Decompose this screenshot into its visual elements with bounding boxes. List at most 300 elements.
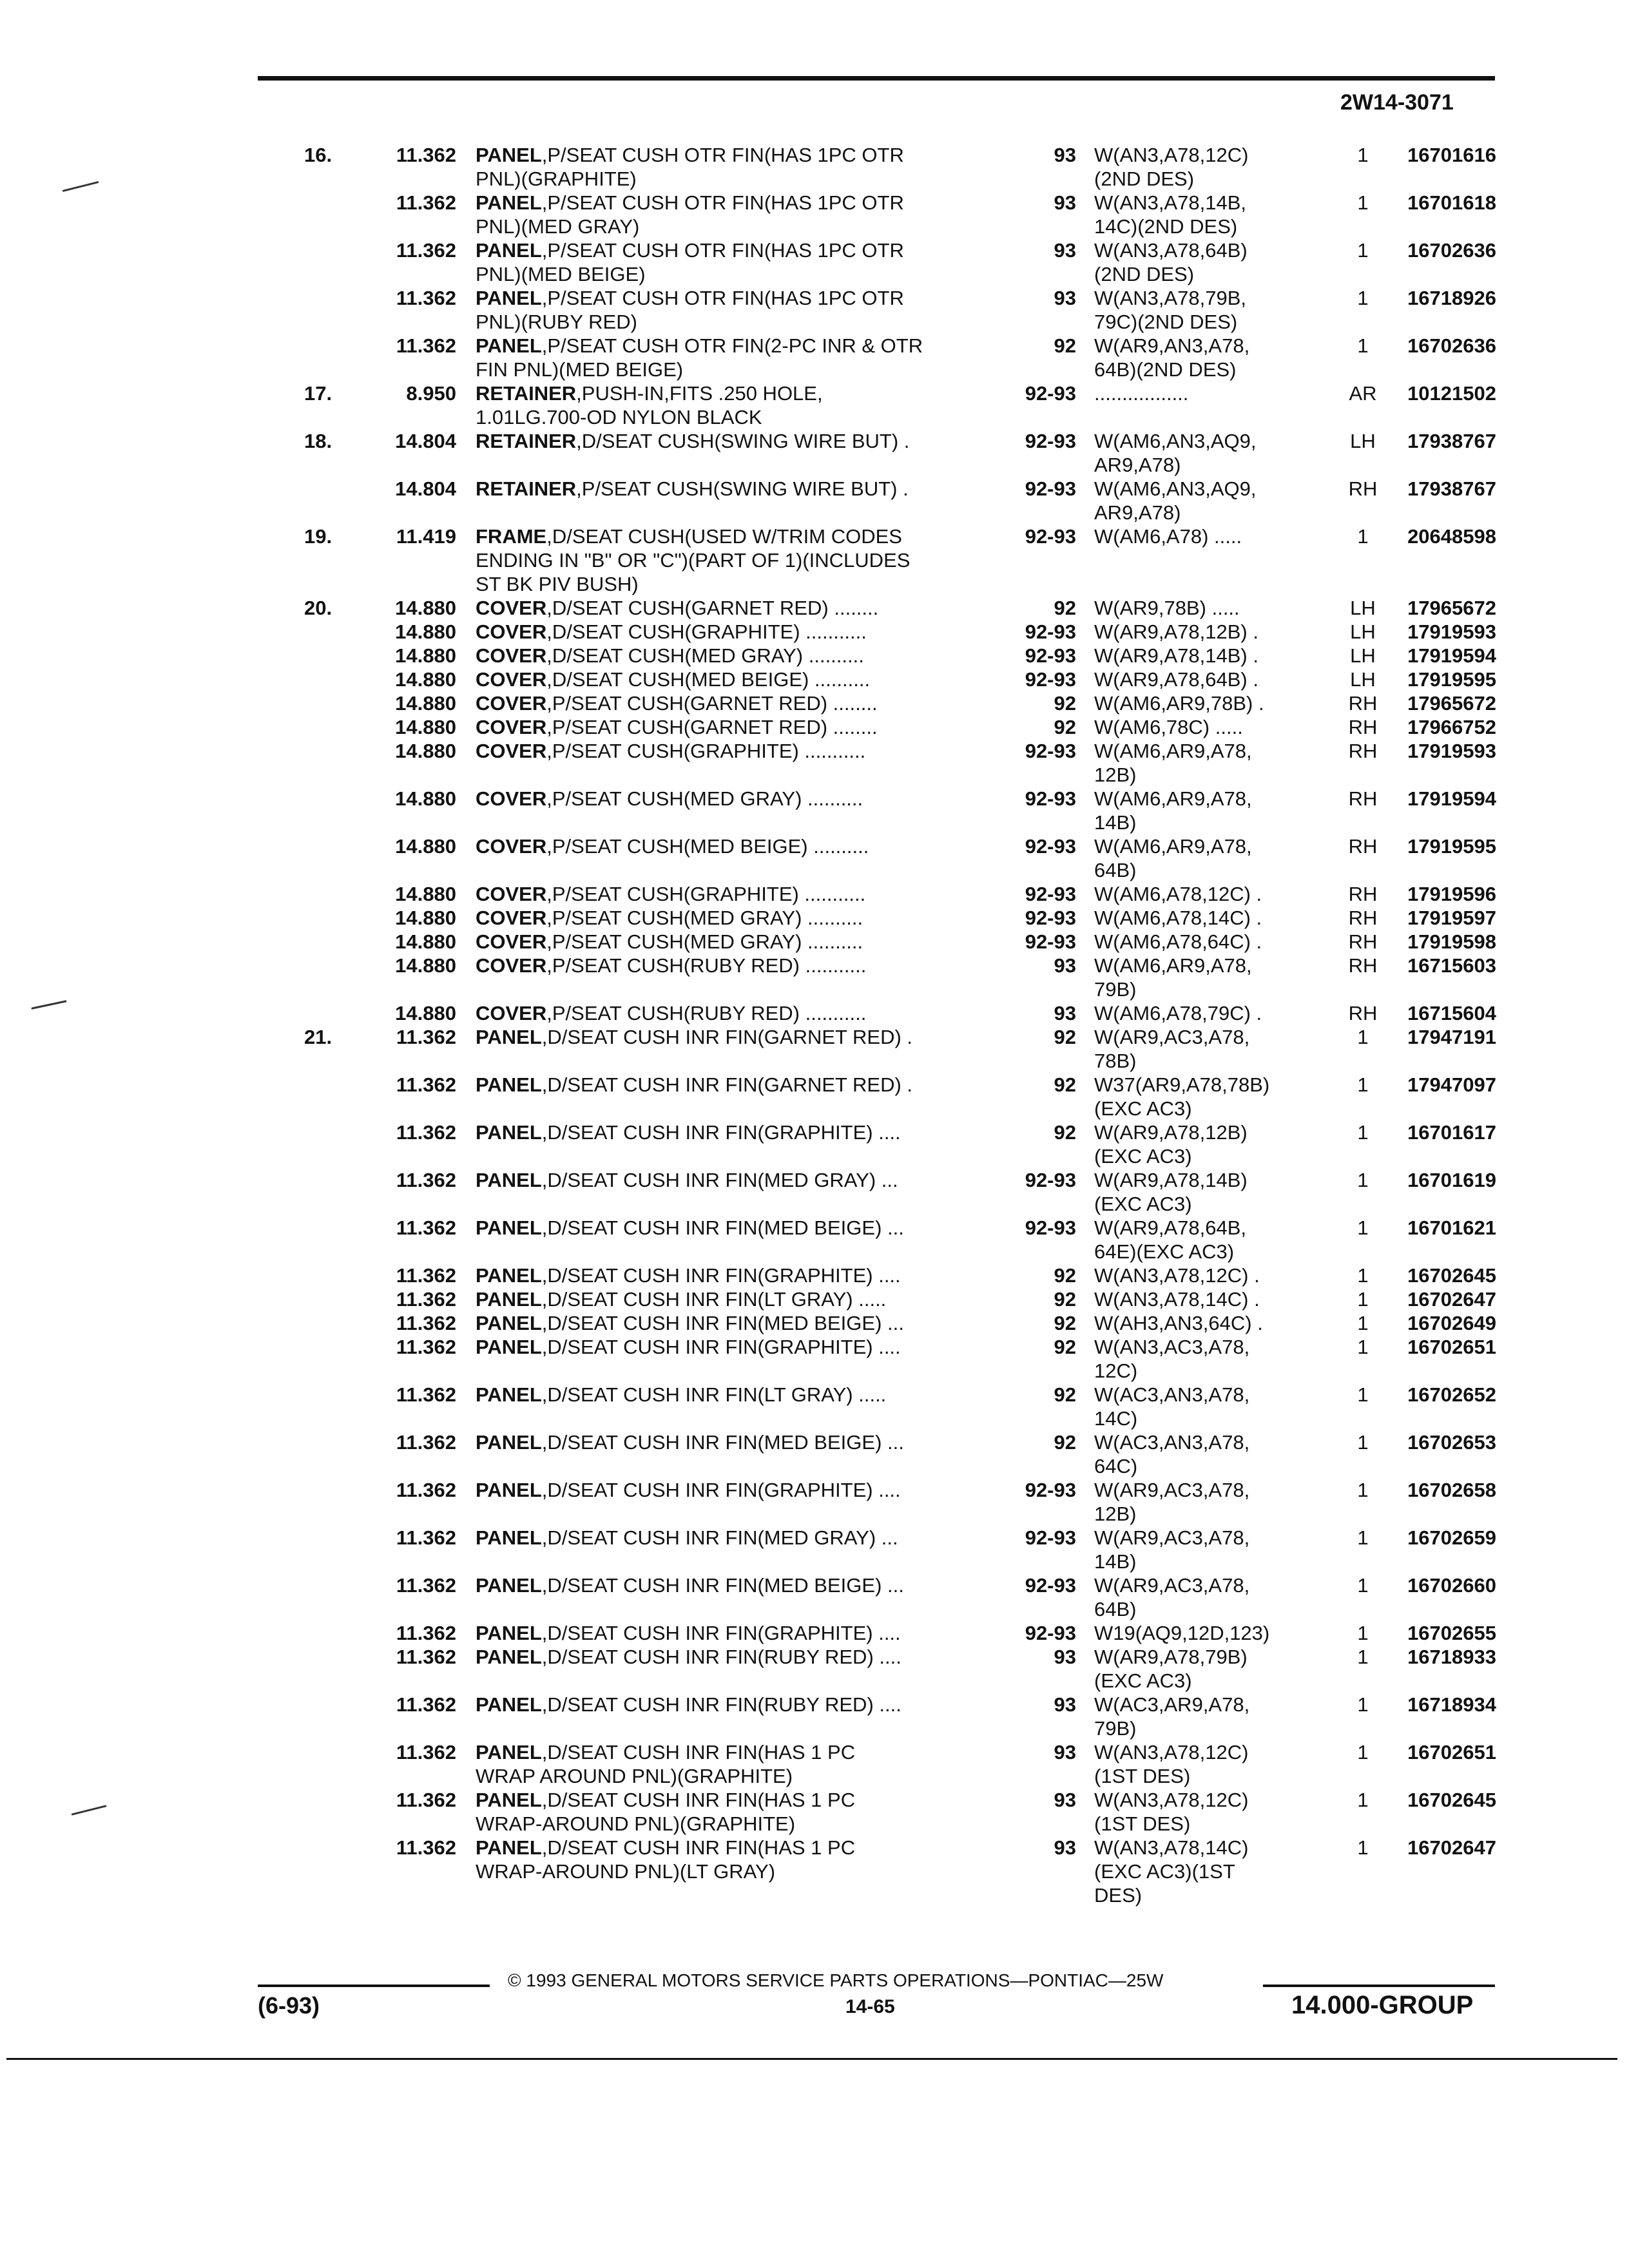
usage-codes: [1094, 1836, 1326, 1907]
description-line: [476, 1860, 991, 1883]
usage-codes: [1094, 1216, 1326, 1264]
quantity: 1: [1357, 1336, 1369, 1358]
part-name: PANEL: [476, 1121, 542, 1144]
part-name: PANEL: [476, 334, 542, 357]
usage-codes: [1094, 429, 1326, 477]
part-description: [476, 1025, 991, 1049]
group-number: 11.362: [396, 1836, 456, 1859]
part-name: PANEL: [476, 1789, 542, 1811]
usage-line: W(AR9,AC3,A78,: [1094, 1526, 1250, 1549]
part-description: [476, 834, 991, 858]
parts-row: [0, 1168, 1629, 1216]
description-line: [476, 739, 991, 763]
usage-line: W(AM6,AR9,A78,: [1094, 740, 1252, 762]
part-description: [476, 1836, 991, 1883]
description-line: [476, 191, 991, 215]
part-description: [476, 1526, 991, 1550]
description-line: [476, 1120, 991, 1144]
usage-line: W(AC3,AR9,A78,: [1094, 1693, 1250, 1716]
part-name: RETAINER: [476, 477, 577, 500]
part-description: [476, 1478, 991, 1502]
item-number: 19.: [304, 525, 333, 548]
part-number: 16702645: [1407, 1264, 1496, 1287]
model-year: 93: [1054, 954, 1076, 977]
part-name: PANEL: [476, 1479, 542, 1501]
description-text: ,D/SEAT CUSH(GRAPHITE) ...........: [546, 620, 867, 643]
part-name: COVER: [476, 668, 547, 691]
usage-line: W(AR9,A78,14B): [1094, 1169, 1248, 1191]
quantity: RH: [1348, 1002, 1378, 1024]
part-name: PANEL: [476, 239, 542, 262]
quantity: 1: [1357, 1479, 1369, 1501]
usage-line: 64E)(EXC AC3): [1094, 1240, 1235, 1263]
model-year: 92-93: [1025, 1526, 1076, 1549]
part-number: 17919593: [1407, 620, 1496, 643]
model-year: 92-93: [1025, 930, 1076, 953]
part-description: [476, 191, 991, 238]
usage-line: W(AM6,AR9,A78,: [1094, 954, 1252, 977]
description-line: [476, 882, 991, 906]
model-year: 93: [1054, 1789, 1076, 1811]
group-number: 11.362: [396, 1288, 456, 1311]
model-year: 92-93: [1025, 883, 1076, 905]
quantity: RH: [1348, 954, 1378, 977]
parts-row: [0, 1216, 1629, 1264]
model-year: 93: [1054, 144, 1076, 166]
usage-codes: [1094, 143, 1326, 191]
part-description: [476, 1788, 991, 1836]
part-number: 16715604: [1407, 1002, 1496, 1024]
parts-row: [0, 286, 1629, 334]
group-number: 11.362: [396, 144, 456, 166]
part-number: 17938767: [1407, 477, 1496, 500]
usage-codes: [1094, 834, 1326, 882]
description-text: ST BK PIV BUSH): [476, 573, 639, 595]
part-description: [476, 1287, 991, 1311]
part-name: COVER: [476, 954, 547, 977]
parts-row: [0, 429, 1629, 477]
part-number: 17947097: [1407, 1073, 1496, 1096]
description-line: [476, 1383, 991, 1407]
parts-row: [0, 1478, 1629, 1526]
description-line: [476, 930, 991, 954]
model-year: 93: [1054, 1741, 1076, 1763]
usage-line: W(AN3,A78,12C): [1094, 144, 1249, 166]
part-number: 16701618: [1407, 191, 1496, 214]
usage-line: AR9,A78): [1094, 454, 1181, 476]
description-line: [476, 238, 991, 262]
group-number: 14.880: [395, 954, 456, 977]
parts-row: [0, 906, 1629, 930]
usage-line: W(AM6,A78,12C) .: [1094, 883, 1262, 905]
description-text: ,P/SEAT CUSH OTR FIN(HAS 1PC OTR: [541, 191, 904, 214]
group-number: 8.950: [406, 382, 456, 405]
usage-line: 12C): [1094, 1360, 1138, 1382]
quantity: 1: [1357, 1836, 1369, 1859]
model-year: 92-93: [1025, 477, 1076, 500]
part-number: 16702636: [1407, 239, 1496, 262]
usage-codes: [1094, 1120, 1326, 1168]
usage-line: W37(AR9,A78,78B): [1094, 1073, 1270, 1096]
part-name: PANEL: [476, 1693, 542, 1716]
quantity: AR: [1349, 382, 1377, 405]
part-description: [476, 930, 991, 954]
part-number: 20648598: [1407, 525, 1496, 548]
description-text: ,D/SEAT CUSH INR FIN(HAS 1 PC: [541, 1836, 856, 1859]
parts-row: [0, 1025, 1629, 1073]
description-text: ,P/SEAT CUSH OTR FIN(HAS 1PC OTR: [541, 144, 904, 166]
description-text: PNL)(GRAPHITE): [476, 168, 637, 190]
model-year: 92: [1054, 1121, 1076, 1144]
description-line: [476, 334, 991, 358]
description-text: ,D/SEAT CUSH(MED GRAY) ..........: [546, 644, 864, 667]
usage-line: .................: [1094, 382, 1189, 405]
group-number: 11.362: [396, 1693, 456, 1716]
usage-line: W(AM6,AN3,AQ9,: [1094, 430, 1257, 452]
part-name: COVER: [476, 740, 547, 762]
item-number: 16.: [304, 144, 333, 166]
quantity: RH: [1348, 907, 1378, 929]
usage-codes: [1094, 1168, 1326, 1216]
usage-line: W(AN3,AC3,A78,: [1094, 1336, 1250, 1358]
description-line: [476, 1573, 991, 1597]
part-description: [476, 1740, 991, 1788]
description-text: FIN PNL)(MED BEIGE): [476, 358, 684, 381]
description-text: ,D/SEAT CUSH INR FIN(LT GRAY) .....: [541, 1383, 887, 1406]
part-description: [476, 906, 991, 930]
usage-line: W(AN3,A78,64B): [1094, 239, 1248, 262]
usage-line: (EXC AC3): [1094, 1097, 1192, 1120]
description-line: [476, 954, 991, 977]
part-number: 16702649: [1407, 1312, 1496, 1334]
usage-codes: [1094, 668, 1326, 691]
description-line: [476, 548, 991, 572]
model-year: 92: [1054, 334, 1076, 357]
part-name: COVER: [476, 692, 547, 715]
usage-line: 64C): [1094, 1455, 1138, 1477]
description-line: [476, 429, 991, 453]
usage-line: 79C)(2ND DES): [1094, 311, 1238, 333]
group-number: 14.880: [395, 930, 456, 953]
usage-line: W(AM6,A78,79C) .: [1094, 1002, 1262, 1024]
quantity: 1: [1357, 1789, 1369, 1811]
quantity: 1: [1357, 1264, 1369, 1287]
footer-rule-right: [1263, 1984, 1495, 1987]
part-description: [476, 620, 991, 644]
group-number: 11.362: [396, 1622, 456, 1644]
description-text: ,P/SEAT CUSH(GARNET RED) ........: [546, 692, 878, 715]
description-line: [476, 1478, 991, 1502]
usage-line: W(AC3,AN3,A78,: [1094, 1383, 1250, 1406]
model-year: 93: [1054, 1646, 1076, 1668]
usage-codes: [1094, 334, 1326, 381]
description-text: ,D/SEAT CUSH INR FIN(MED BEIGE) ...: [541, 1431, 904, 1454]
part-number: 16702660: [1407, 1574, 1496, 1597]
model-year: 93: [1054, 191, 1076, 214]
item-number: 17.: [304, 382, 333, 405]
group-number: 11.362: [396, 1741, 456, 1763]
usage-line: W(AR9,A78,64B) .: [1094, 668, 1258, 691]
description-line: [476, 1693, 991, 1716]
usage-line: W(AM6,AR9,78B) .: [1094, 692, 1264, 715]
usage-line: W(AN3,A78,14B,: [1094, 191, 1247, 214]
description-line: [476, 834, 991, 858]
group-number: 14.880: [395, 597, 456, 619]
model-year: 92-93: [1025, 620, 1076, 643]
parts-row: [0, 787, 1629, 834]
description-line: [476, 1526, 991, 1550]
group-number: 11.362: [396, 1073, 456, 1096]
part-description: [476, 1335, 991, 1359]
part-number: 16701619: [1407, 1169, 1496, 1191]
description-text: ,D/SEAT CUSH INR FIN(RUBY RED) ....: [541, 1693, 901, 1716]
bottom-rule: [6, 2058, 1617, 2060]
description-line: [476, 477, 991, 501]
part-name: PANEL: [476, 1574, 542, 1597]
usage-codes: [1094, 906, 1326, 930]
part-number: 16702655: [1407, 1622, 1496, 1644]
part-number: 17947191: [1407, 1026, 1496, 1048]
model-year: 92-93: [1025, 787, 1076, 810]
group-number: 14.880: [395, 716, 456, 738]
part-description: [476, 238, 991, 286]
item-number: 20.: [304, 597, 333, 619]
group-number: 11.362: [396, 334, 456, 357]
description-text: PNL)(MED BEIGE): [476, 263, 646, 285]
part-description: [476, 477, 991, 501]
usage-line: W(AN3,A78,12C) .: [1094, 1264, 1260, 1287]
description-text: ,D/SEAT CUSH INR FIN(GRAPHITE) ....: [541, 1479, 901, 1501]
model-year: 92: [1054, 1431, 1076, 1454]
usage-codes: [1094, 1025, 1326, 1073]
part-name: RETAINER: [476, 382, 577, 405]
usage-line: 64B)(2ND DES): [1094, 358, 1237, 381]
quantity: 1: [1357, 1431, 1369, 1454]
description-text: ,D/SEAT CUSH INR FIN(GARNET RED) .: [541, 1026, 913, 1048]
quantity: LH: [1350, 644, 1376, 667]
usage-line: W(AR9,A78,12B) .: [1094, 620, 1258, 643]
description-line: [476, 215, 991, 238]
usage-codes: [1094, 191, 1326, 238]
group-number: 14.880: [395, 1002, 456, 1024]
description-line: [476, 1836, 991, 1860]
usage-codes: [1094, 1383, 1326, 1430]
usage-line: 12B): [1094, 1503, 1137, 1525]
part-description: [476, 1001, 991, 1025]
parts-row: [0, 524, 1629, 596]
parts-row: [0, 477, 1629, 524]
parts-row: [0, 1430, 1629, 1478]
part-number: 16702659: [1407, 1526, 1496, 1549]
group-number: 11.362: [396, 1479, 456, 1501]
part-description: [476, 524, 991, 596]
usage-line: W(AC3,AN3,A78,: [1094, 1431, 1250, 1454]
parts-row: [0, 1311, 1629, 1335]
description-line: [476, 1287, 991, 1311]
part-number: 17965672: [1407, 597, 1496, 619]
part-name: COVER: [476, 907, 547, 929]
part-name: PANEL: [476, 1216, 542, 1239]
group-number: 14.880: [395, 620, 456, 643]
description-text: ,P/SEAT CUSH(MED GRAY) ..........: [546, 907, 863, 929]
usage-line: AR9,A78): [1094, 501, 1181, 524]
group-number: 14.880: [395, 907, 456, 929]
part-number: 10121502: [1407, 382, 1496, 405]
parts-row: [0, 1788, 1629, 1836]
group-number: 11.362: [396, 1169, 456, 1191]
date-code: (6-93): [258, 1992, 320, 2019]
description-text: ,D/SEAT CUSH INR FIN(GRAPHITE) ....: [541, 1622, 901, 1644]
model-year: 93: [1054, 1836, 1076, 1859]
description-line: [476, 405, 991, 429]
description-text: ,D/SEAT CUSH(GARNET RED) ........: [546, 597, 879, 619]
description-text: ,D/SEAT CUSH INR FIN(MED GRAY) ...: [541, 1526, 898, 1549]
description-text: 1.01LG.700-OD NYLON BLACK: [476, 406, 762, 428]
part-name: COVER: [476, 1002, 547, 1024]
parts-row: [0, 381, 1629, 429]
model-year: 92: [1054, 1264, 1076, 1287]
description-text: ,D/SEAT CUSH INR FIN(LT GRAY) .....: [541, 1288, 887, 1311]
usage-line: 14B): [1094, 1550, 1137, 1573]
description-text: ,D/SEAT CUSH(MED BEIGE) ..........: [546, 668, 871, 691]
usage-codes: [1094, 1526, 1326, 1573]
part-number: 16718933: [1407, 1646, 1496, 1668]
part-name: COVER: [476, 716, 547, 738]
usage-line: W(AR9,AC3,A78,: [1094, 1574, 1250, 1597]
usage-codes: [1094, 238, 1326, 286]
part-name: COVER: [476, 620, 547, 643]
part-description: [476, 429, 991, 453]
parts-row: [0, 1264, 1629, 1287]
quantity: 1: [1357, 1288, 1369, 1311]
part-description: [476, 787, 991, 811]
description-line: [476, 1168, 991, 1192]
description-line: [476, 1335, 991, 1359]
footer-rule-left: [258, 1984, 490, 1987]
usage-line: W(AR9,A78,12B): [1094, 1121, 1248, 1144]
usage-codes: [1094, 1573, 1326, 1621]
parts-row: [0, 1526, 1629, 1573]
usage-codes: [1094, 1001, 1326, 1025]
usage-line: W(AM6,AN3,AQ9,: [1094, 477, 1257, 500]
model-year: 92: [1054, 692, 1076, 715]
part-description: [476, 644, 991, 668]
description-text: ,P/SEAT CUSH(MED GRAY) ..........: [546, 787, 863, 810]
usage-codes: [1094, 715, 1326, 739]
item-number: 21.: [304, 1026, 333, 1048]
part-name: PANEL: [476, 1622, 542, 1644]
usage-line: W(AM6,A78,64C) .: [1094, 930, 1262, 953]
usage-line: 14C)(2ND DES): [1094, 215, 1238, 238]
usage-codes: [1094, 1311, 1326, 1335]
quantity: LH: [1350, 668, 1376, 691]
usage-line: W(AM6,AR9,A78,: [1094, 835, 1252, 858]
model-year: 93: [1054, 1693, 1076, 1716]
usage-line: W(AM6,A78) .....: [1094, 525, 1242, 548]
quantity: 1: [1357, 525, 1369, 548]
quantity: 1: [1357, 334, 1369, 357]
part-name: PANEL: [476, 1526, 542, 1549]
usage-line: 12B): [1094, 764, 1137, 786]
quantity: RH: [1348, 883, 1378, 905]
usage-codes: [1094, 691, 1326, 715]
group-number: 11.362: [396, 1312, 456, 1334]
description-text: ,P/SEAT CUSH(MED BEIGE) ..........: [546, 835, 869, 858]
description-line: [476, 310, 991, 334]
quantity: 1: [1357, 1526, 1369, 1549]
usage-line: (EXC AC3): [1094, 1669, 1192, 1692]
page-number: 14-65: [845, 1996, 895, 2017]
model-year: 92-93: [1025, 525, 1076, 548]
quantity: 1: [1357, 1026, 1369, 1048]
part-description: [476, 1311, 991, 1335]
description-text: PNL)(RUBY RED): [476, 311, 637, 333]
part-number: 16702651: [1407, 1336, 1496, 1358]
part-number: 16718934: [1407, 1693, 1496, 1716]
parts-row: [0, 1573, 1629, 1621]
group-number: 11.362: [396, 1336, 456, 1358]
part-number: 17938767: [1407, 430, 1496, 452]
quantity: LH: [1350, 430, 1376, 452]
description-line: [476, 358, 991, 381]
part-name: RETAINER: [476, 430, 577, 452]
group-label: 14.000-GROUP: [1291, 1991, 1474, 2019]
description-line: [476, 715, 991, 739]
part-name: COVER: [476, 835, 547, 858]
quantity: RH: [1348, 740, 1378, 762]
description-text: ENDING IN "B" OR "C")(PART OF 1)(INCLUDES: [476, 549, 911, 572]
parts-row: [0, 1335, 1629, 1383]
parts-row: [0, 334, 1629, 381]
model-year: 92-93: [1025, 835, 1076, 858]
part-description: [476, 882, 991, 906]
group-number: 11.362: [396, 1431, 456, 1454]
description-line: [476, 1025, 991, 1049]
parts-row: [0, 1073, 1629, 1120]
parts-row: [0, 882, 1629, 906]
description-line: [476, 381, 991, 405]
parts-row: [0, 739, 1629, 787]
quantity: RH: [1348, 835, 1378, 858]
quantity: 1: [1357, 287, 1369, 309]
part-number: 16702658: [1407, 1479, 1496, 1501]
usage-line: (2ND DES): [1094, 263, 1195, 285]
part-description: [476, 1120, 991, 1144]
parts-row: [0, 1645, 1629, 1693]
usage-line: W(AR9,78B) .....: [1094, 597, 1240, 619]
quantity: RH: [1348, 477, 1378, 500]
description-text: ,P/SEAT CUSH(RUBY RED) ...........: [546, 1002, 867, 1024]
parts-row: [0, 1120, 1629, 1168]
parts-row: [0, 954, 1629, 1001]
quantity: 1: [1357, 1741, 1369, 1763]
parts-row: [0, 1836, 1629, 1907]
part-description: [476, 1168, 991, 1192]
group-number: 11.362: [396, 1121, 456, 1144]
usage-codes: [1094, 1335, 1326, 1383]
part-description: [476, 1430, 991, 1454]
description-line: [476, 1001, 991, 1025]
part-name: PANEL: [476, 1312, 542, 1334]
model-year: 92-93: [1025, 1169, 1076, 1191]
part-number: 17919595: [1407, 668, 1496, 691]
part-name: COVER: [476, 787, 547, 810]
description-text: ,D/SEAT CUSH INR FIN(MED BEIGE) ...: [541, 1216, 904, 1239]
model-year: 92: [1054, 1312, 1076, 1334]
parts-row: [0, 691, 1629, 715]
description-line: [476, 691, 991, 715]
parts-row: [0, 238, 1629, 286]
